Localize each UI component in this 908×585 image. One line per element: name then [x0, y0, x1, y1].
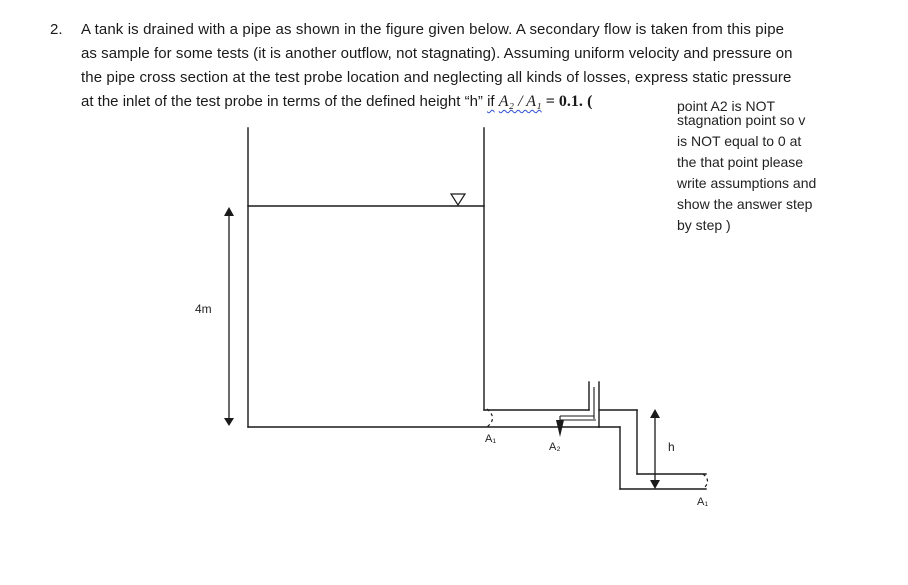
note-line-1: point A2 is NOT [677, 98, 776, 114]
outlet-section-marker [703, 474, 708, 489]
note-line-6: show the answer step [677, 196, 813, 212]
drop-height-label: h [668, 440, 675, 454]
note-line-7: by step ) [677, 217, 731, 233]
question-text-line-2: as sample for some tests (it is another outflow, not stagnating). Assuming uniform velocity and pressure on [81, 45, 793, 62]
height-dimension-arrow [224, 207, 234, 426]
probe-area-label: A₂ [549, 441, 561, 453]
question-number: 2. [50, 21, 63, 38]
note-line-3: is NOT equal to 0 at [677, 133, 802, 149]
inlet-area-label: A₁ [485, 433, 497, 445]
spellcheck-word-if: if [487, 93, 495, 110]
note-open-paren: ( [587, 93, 593, 110]
note-line-2: stagnation point so v [677, 112, 806, 128]
question-text-line-1: A tank is drained with a pipe as shown in the figure given below. A secondary flow is taken from this pipe [81, 21, 785, 38]
question-text-line-3: the pipe cross section at the test probe location and neglecting all kinds of losses, express static pressure [81, 69, 792, 86]
height-label: 4m [195, 302, 212, 316]
drop-height-arrow [650, 409, 660, 489]
inlet-section-marker [487, 409, 493, 427]
note-line-4: the that point please [677, 154, 804, 170]
area-ratio-value: = 0.1. [545, 93, 583, 110]
area-ratio-expression: A₂ / A₁ [498, 93, 542, 110]
question-line-4-text: at the inlet of the test probe in terms of the defined height “h” [81, 93, 483, 110]
outlet-area-label: A₁ [697, 496, 709, 508]
free-surface-triangle-icon [451, 194, 465, 205]
note-line-5: write assumptions and [677, 175, 817, 191]
probe-internal-tap [556, 387, 596, 437]
